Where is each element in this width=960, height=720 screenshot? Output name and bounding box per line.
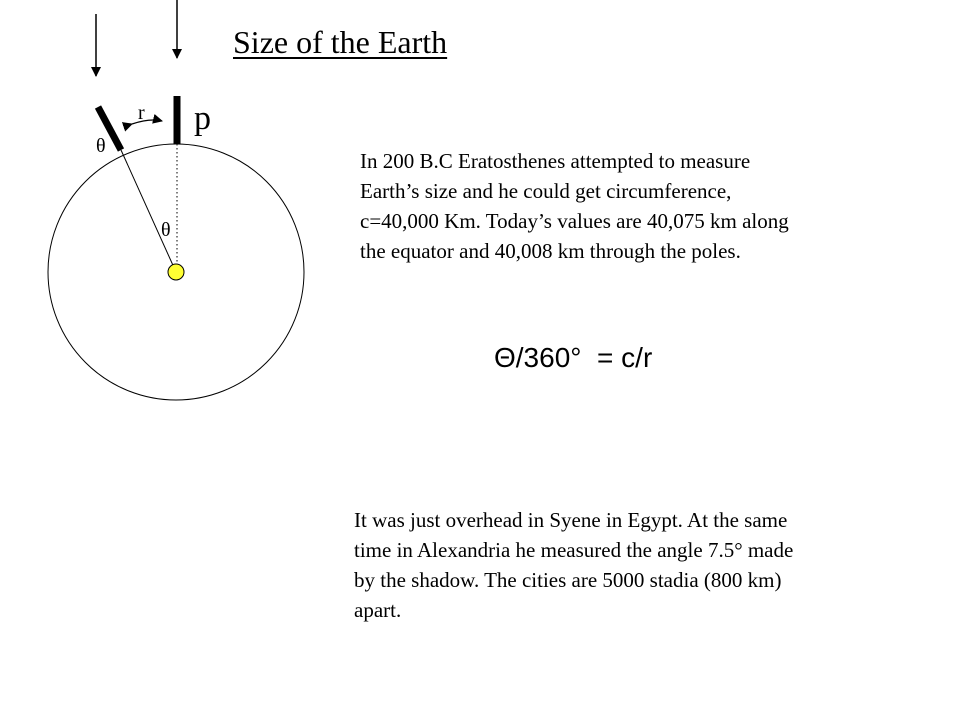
label-theta-center: θ <box>161 219 171 241</box>
intro-paragraph: In 200 B.C Eratosthenes attempted to measure Earth’s size and he could get circumference, c=40,000 Km. Today’s values are 40,075 km along the equator and 40,008 km through the poles. <box>360 149 789 263</box>
label-r: r <box>138 102 145 124</box>
formula-lhs: Θ/360° <box>494 342 582 373</box>
label-theta-surface: θ <box>96 135 106 157</box>
story-paragraph: It was just overhead in Syene in Egypt. At the same time in Alexandria he measured the angle 7.5° made by the shadow. The cities are 5000 stadia (800 km) apart. <box>354 508 794 622</box>
label-p: p <box>194 100 211 137</box>
page-title: Size of the Earth <box>233 24 448 60</box>
radius-line <box>121 150 176 272</box>
earth-center-dot <box>168 264 184 280</box>
earth-diagram <box>0 0 340 420</box>
r-arc-arrow <box>132 120 162 124</box>
formula-rhs: = c/r <box>597 342 653 373</box>
formula <box>494 342 652 374</box>
